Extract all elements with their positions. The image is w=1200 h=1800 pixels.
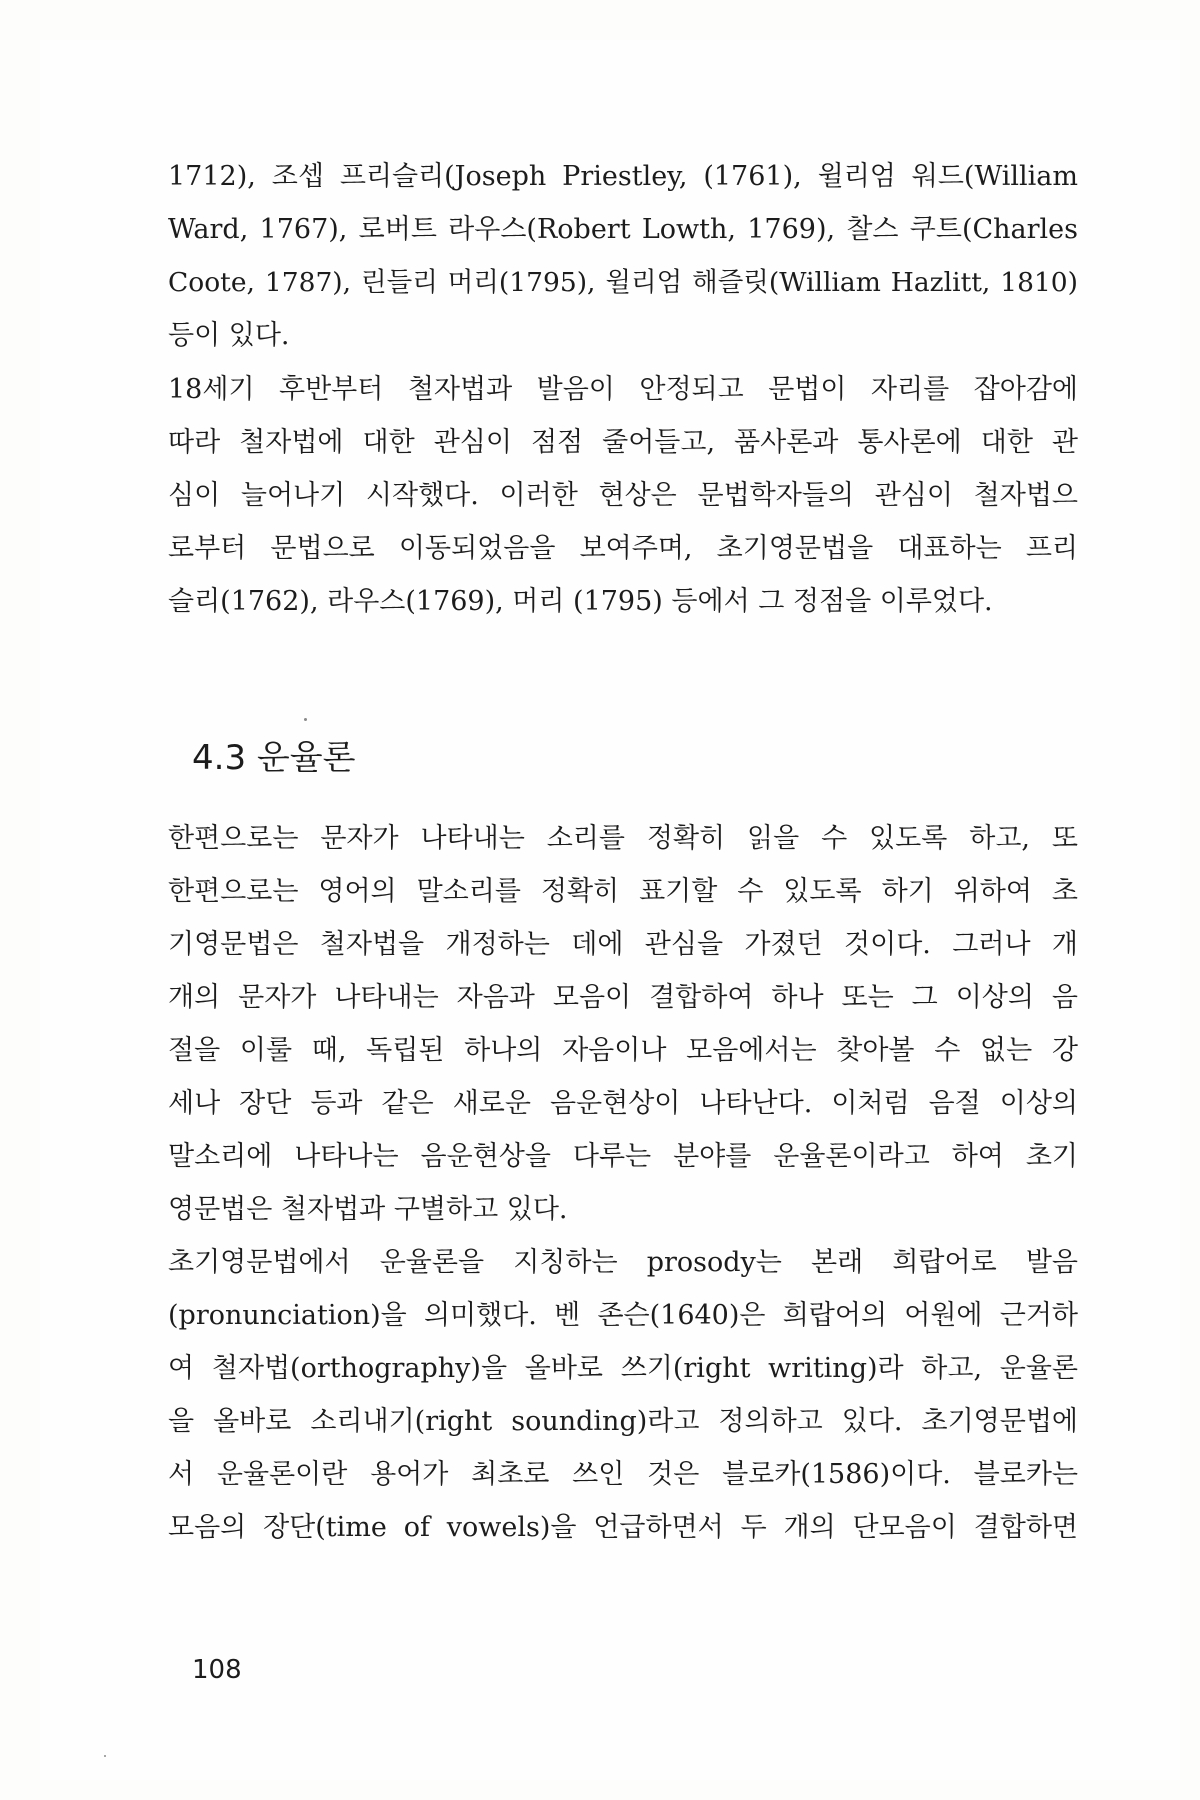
- text-line: 초기영문법에서 운율론을 지칭하는 prosody는 본래 희랍어로 발음: [168, 1247, 1078, 1278]
- paragraph-4: [168, 1236, 1078, 1554]
- text-line: 한편으로는 영어의 말소리를 정확히 표기할 수 있도록 하기 위하여 초: [168, 876, 1078, 907]
- paragraph-2: [168, 363, 1078, 628]
- text-line: 심이 늘어나기 시작했다. 이러한 현상은 문법학자들의 관심이 철자법으: [168, 480, 1078, 511]
- text-line: 절을 이룰 때, 독립된 하나의 자음이나 모음에서는 찾아볼 수 없는 강: [168, 1035, 1078, 1066]
- text-line: 기영문법은 철자법을 개정하는 데에 관심을 가졌던 것이다. 그러나 개: [168, 929, 1078, 960]
- text-line: 말소리에 나타나는 음운현상을 다루는 분야를 운율론이라고 하여 초기: [168, 1141, 1078, 1172]
- text-line: 18세기 후반부터 철자법과 발음이 안정되고 문법이 자리를 잡아감에: [168, 374, 1078, 405]
- text-line: 여 철자법(orthography)을 올바로 쓰기(right writing)라 하고, 운율론: [168, 1353, 1078, 1384]
- text-line: 을 올바로 소리내기(right sounding)라고 정의하고 있다. 초기영문법에: [168, 1406, 1078, 1437]
- text-line: 따라 철자법에 대한 관심이 점점 줄어들고, 품사론과 통사론에 대한 관: [168, 427, 1078, 458]
- text-line: 모음의 장단(time of vowels)을 언급하면서 두 개의 단모음이 결합하면: [168, 1512, 1078, 1543]
- text-line: 세나 장단 등과 같은 새로운 음운현상이 나타난다. 이처럼 음절 이상의: [168, 1088, 1078, 1119]
- text-line: 로부터 문법으로 이동되었음을 보여주며, 초기영문법을 대표하는 프리: [168, 533, 1078, 564]
- text-line: 서 운율론이란 용어가 최초로 쓰인 것은 블로카(1586)이다. 블로카는: [168, 1459, 1078, 1490]
- text-line: 슬리(1762), 라우스(1769), 머리 (1795) 등에서 그 정점을 이루었다.: [168, 586, 993, 617]
- text-line: Ward, 1767), 로버트 라우스(Robert Lowth, 1769), 찰스 쿠트(Charles: [168, 214, 1078, 245]
- paragraph-3: [168, 812, 1078, 1236]
- text-line: 영문법은 철자법과 구별하고 있다.: [168, 1194, 568, 1225]
- text-line: 1712), 조셉 프리슬리(Joseph Priestley, (1761), 윌리엄 워드(William: [168, 161, 1078, 192]
- scan-speck: [104, 1755, 106, 1757]
- text-line: 한편으로는 문자가 나타내는 소리를 정확히 읽을 수 있도록 하고, 또: [168, 823, 1078, 854]
- text-line: Coote, 1787), 린들리 머리(1795), 윌리엄 해즐릿(William Hazlitt, 1810): [168, 267, 1078, 298]
- text-line: 개의 문자가 나타내는 자음과 모음이 결합하여 하나 또는 그 이상의 음: [168, 982, 1078, 1013]
- scan-speck: [304, 718, 307, 721]
- text-line: 등이 있다.: [168, 320, 290, 351]
- page-number: 108: [192, 1655, 242, 1685]
- paragraph-1: [168, 150, 1078, 362]
- section-heading: 4.3 운율론: [192, 738, 356, 778]
- text-line: (pronunciation)을 의미했다. 벤 존슨(1640)은 희랍어의 어원에 근거하: [168, 1300, 1078, 1331]
